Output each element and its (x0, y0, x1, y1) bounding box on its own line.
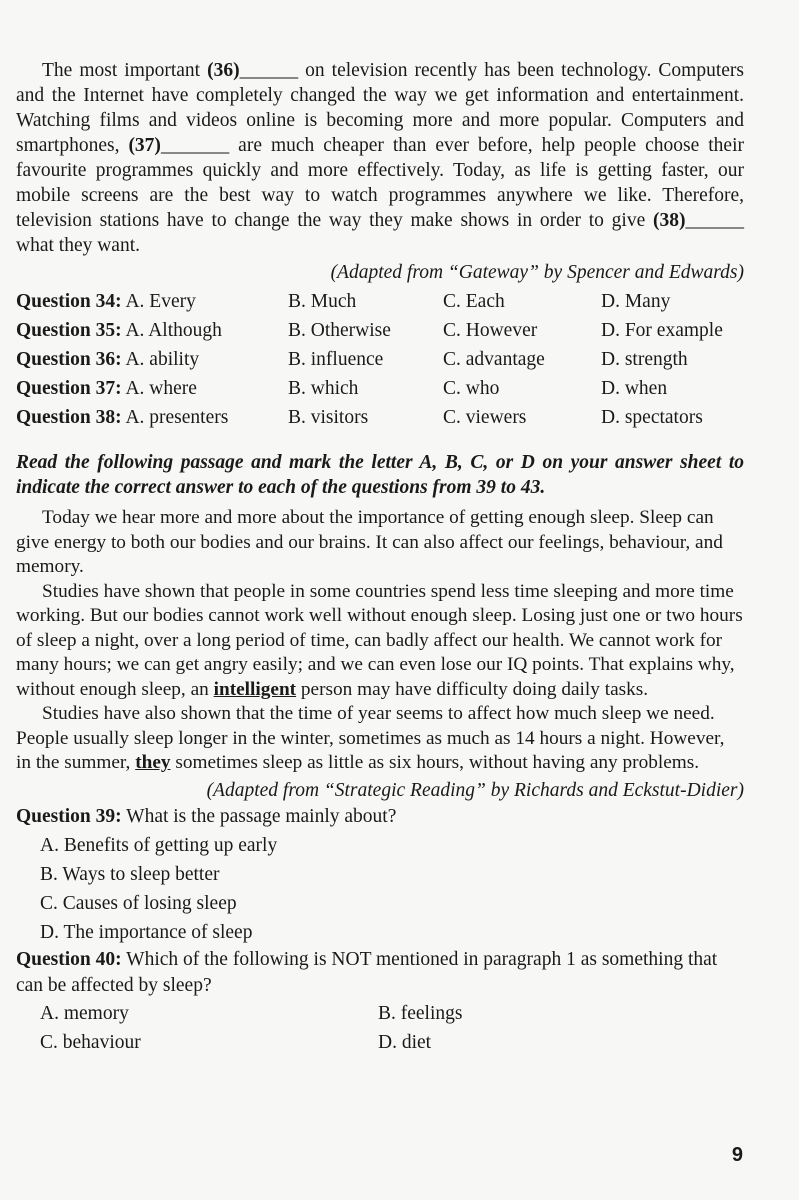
question-label: Question 39: (16, 805, 122, 827)
underlined-word-intelligent: intelligent (213, 678, 297, 700)
question-text: What is the passage mainly about? (121, 805, 397, 827)
option-c[interactable]: C. behaviour (40, 1031, 141, 1053)
question-label: Question 35: (16, 320, 122, 341)
answer-options-table (16, 287, 744, 432)
option-d[interactable]: D. strength (601, 349, 688, 370)
underlined-word-they: they (135, 752, 171, 773)
question-text: Which of the following is NOT mentioned in paragraph 1 as something that can be affected by sleep? (16, 948, 718, 996)
page-content (16, 58, 744, 1057)
option-b[interactable]: B. Ways to sleep better (40, 863, 220, 885)
question-label: Question 38: (16, 407, 122, 428)
option-d[interactable]: D. diet (378, 1031, 432, 1053)
passage-paragraph-1: Today we hear more and more about the importance of getting enough sleep. Sleep can give energy to both our bodies and our brains. It can also affect our feelings, behaviour, and memory. (16, 507, 723, 577)
reading-passage (16, 506, 744, 776)
option-a[interactable]: A. Benefits of getting up early (40, 834, 278, 856)
option-a[interactable]: A. Every (125, 291, 196, 312)
passage-paragraph-2 (16, 580, 744, 703)
option-d[interactable]: D. when (601, 378, 668, 399)
passage-text: sometimes sleep as little as six hours, without having any problems. (170, 752, 700, 773)
option-c[interactable]: C. advantage (443, 349, 545, 370)
option-b[interactable]: B. which (288, 378, 359, 399)
option-b[interactable]: B. Otherwise (288, 320, 391, 341)
cloze-paragraph (16, 58, 744, 258)
option-a[interactable]: A. where (125, 378, 197, 399)
option-a[interactable]: A. Although (125, 320, 222, 341)
question-39 (16, 803, 744, 831)
blank-36: (36) (207, 60, 240, 81)
question-label: Question 36: (16, 349, 122, 370)
question-label: Question 34: (16, 291, 122, 312)
option-a[interactable]: A. presenters (125, 407, 229, 428)
option-b[interactable]: B. Much (288, 291, 357, 312)
cloze-text: ______ on television recently has been technology. Computers and the Internet have completely changed the way we get information and entertainment. Watching films and videos online is becoming more and more popular. Computers and smartphones, (16, 60, 744, 156)
option-b[interactable]: B. influence (288, 349, 384, 370)
blank-38: (38) (653, 210, 686, 231)
blank-37: (37) (128, 135, 161, 156)
question-40 (16, 947, 744, 999)
option-a[interactable]: A. memory (40, 1002, 129, 1024)
cloze-text: _______ are much cheaper than ever before, help people choose their favourite programmes quickly and more effectively. Today, as life is getting faster, our mobile screens are the best way to watch programmes anywhere we like. Therefore, television stations have to change the way they make shows in order to give (16, 135, 744, 231)
passage-text: person may have difficulty doing daily tasks. (296, 678, 649, 700)
page-number: 9 (731, 1144, 743, 1166)
option-c[interactable]: C. viewers (443, 407, 527, 428)
option-d[interactable]: D. The importance of sleep (40, 921, 253, 943)
option-d[interactable]: D. For example (601, 320, 723, 341)
option-c[interactable]: C. Causes of losing sleep (40, 892, 237, 914)
passage-text: Studies have shown that people in some countries spend less time sleeping and more time working. But our bodies cannot work well without enough sleep. Losing just one or two hours of sleep a night, over a long period of time, can badly affect our health. We cannot work for many hours; we can get angry easily; and we can even lose our IQ points. That explains why, without enough sleep, an (16, 580, 743, 700)
cloze-text: ______ what they want. (16, 210, 744, 256)
section-instruction: Read the following passage and mark the letter A, B, C, or D on your answer sheet to indicate the correct answer to each of the questions from 39 to 43. (16, 452, 744, 498)
option-c[interactable]: C. However (443, 320, 538, 341)
option-b[interactable]: B. visitors (288, 407, 369, 428)
option-a[interactable]: A. ability (125, 349, 200, 370)
question-label: Question 40: (16, 948, 122, 970)
passage-paragraph-3 (16, 702, 744, 776)
option-b[interactable]: B. feelings (378, 1002, 463, 1024)
question-label: Question 37: (16, 378, 122, 399)
source-citation: (Adapted from “Gateway” by Spencer and Edwards) (330, 262, 744, 283)
cloze-text: The most important (42, 60, 208, 81)
passage-text: Studies have also shown that the time of year seems to affect how much sleep we need. People usually sleep longer in the winter, sometimes as much as 14 hours a night. However, in the summer, (16, 703, 725, 773)
question-40-options (40, 999, 744, 1057)
source-citation: (Adapted from “Strategic Reading” by Richards and Eckstut-Didier) (206, 779, 744, 801)
option-d[interactable]: D. Many (601, 291, 671, 312)
option-c[interactable]: C. who (443, 378, 500, 399)
option-c[interactable]: C. Each (443, 291, 505, 312)
option-d[interactable]: D. spectators (601, 407, 703, 428)
